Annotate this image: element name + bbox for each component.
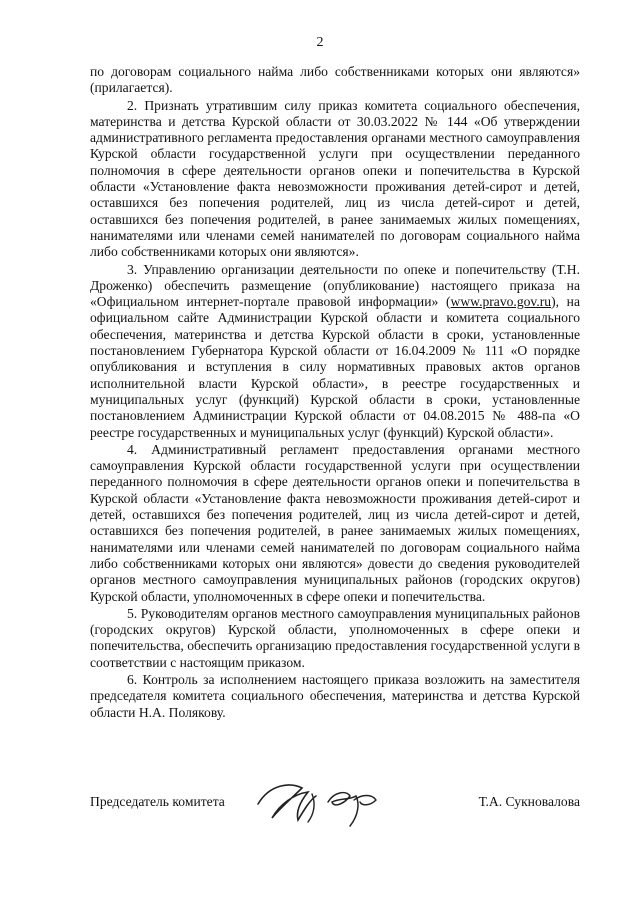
- handwritten-signature: [250, 774, 390, 834]
- paragraph-item-5: 5. Руководителям органов местного самоуправления муниципальных районов (городских округов) Курской области, уполномоченных в сфере опеки и попечительства, обеспечить организацию предоставления государственной услуги в соответствии с настоящим приказом.: [90, 605, 580, 670]
- paragraph-item-3: [90, 262, 580, 441]
- signatory-title: Председатель комитета: [90, 794, 225, 809]
- paragraph-item-3-text-after: ), на официальном сайте Администрации Курской области и комитета социального обеспечения, материнства и детства Курской области в сроки, установленные постановлением Губернатора Курской области от 16.04.2009 № 111 «О порядке опубликования и вступления в силу нормативных правовых актов органов исполнительной власти Курской области», в реестре государственных и муниципальных услуг (функций) Курской области в сроки, установленные постановлением Администрации Курской области от 04.08.2015 № 488-па «О реестре государственных и муниципальных услуг (функций) Курской области».: [90, 294, 580, 440]
- paragraph-item-3-text-before: 3. Управлению организации деятельности по опеке и попечительству (Т.Н. Дроженко) обеспечить размещение (опубликование) настоящего приказа на «Официальном интернет-портале правовой информации» (: [90, 261, 580, 310]
- pravo-gov-link[interactable]: www.pravo.gov.ru: [450, 294, 552, 310]
- document-body: [90, 64, 580, 721]
- signatory-name: Т.А. Сукновалова: [478, 794, 580, 809]
- paragraph-continuation: по договорам социального найма либо собственниками которых они являются» (прилагается).: [90, 64, 580, 96]
- paragraph-item-4: 4. Административный регламент предоставления органами местного самоуправления Курской области государственной услуги при осуществлении переданного полномочия в сфере деятельности органов опеки и попечительства в Курской области «Установление факта невозможности проживания детей-сирот и детей, оставшихся без попечения родителей, лиц из числа детей-сирот и детей, оставшихся без попечения родителей, в ранее занимаемых жилых помещениях, нанимателями или членами семей нанимателей по договорам социального найма либо собственниками которых они являются» довести до сведения руководителей органов местного самоуправления муниципальных районов (городских округов) Курской области, уполномоченных в сфере опеки и попечительства.: [90, 441, 580, 604]
- paragraph-item-6: 6. Контроль за исполнением настоящего приказа возложить на заместителя председателя комитета социального обеспечения, материнства и детства Курской области Н.А. Полякову.: [90, 671, 580, 720]
- page-number: 2: [316, 35, 324, 50]
- signature-block: [90, 780, 580, 840]
- paragraph-item-2: 2. Признать утратившим силу приказ комитета социального обеспечения, материнства и детства Курской области от 30.03.2022 № 144 «Об утверждении административного регламента предоставления органами местного самоуправления Курской области государственной услуги при осуществлении переданного полномочия в сфере деятельности органов опеки и попечительства в Курской области «Установление факта невозможности проживания детей-сирот и детей, оставшихся без попечения родителей, лиц из числа детей-сирот и детей, оставшихся без попечения родителей, в ранее занимаемых жилых помещениях, нанимателями или членами семей нанимателей по договорам социального найма либо собственниками которых они являются».: [90, 97, 580, 260]
